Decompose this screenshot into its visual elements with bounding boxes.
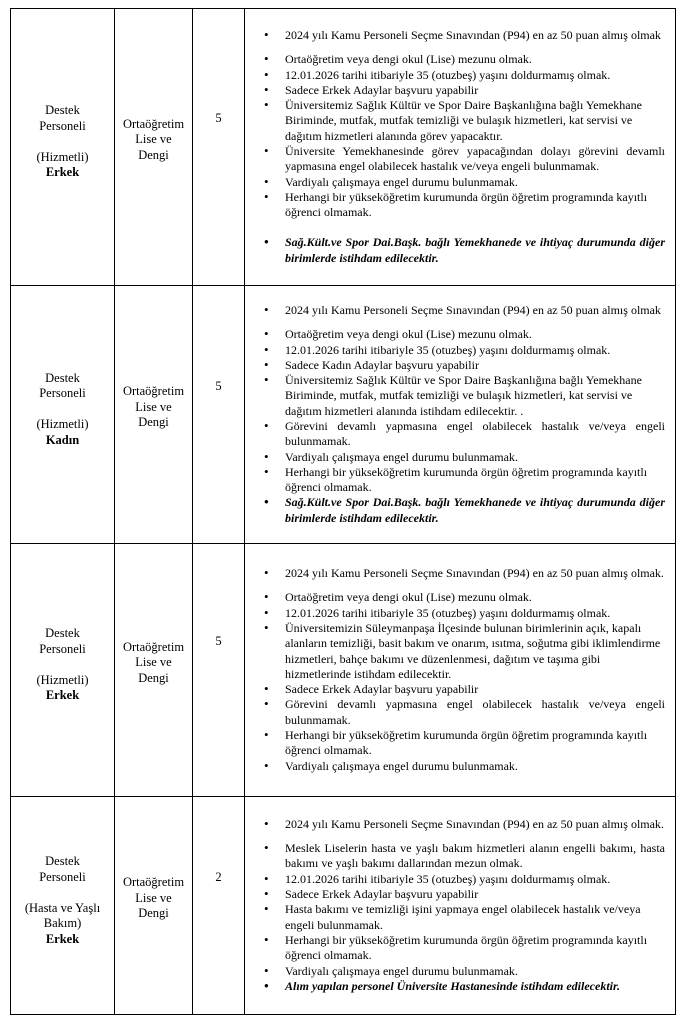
requirement-item: • Üniversitemiz Sağlık Kültür ve Spor Daire Başkanlığına bağlı Yemekhane Biriminde, mutfak, mutfak temizliği ve bulaşık hizmetleri, kat servisi ve dağıtım hizmetleri alanında istihdam edilecektir. . xyxy=(245,373,665,419)
education-line: Lise ve xyxy=(135,399,172,414)
position-gender: Kadın xyxy=(45,432,80,447)
requirements-cell xyxy=(245,286,675,543)
position-line: Destek xyxy=(45,370,80,385)
position-cell xyxy=(11,544,115,796)
requirement-item: • Vardiyalı çalışmaya engel durumu bulunmamak. xyxy=(245,450,665,465)
position-cell xyxy=(11,286,115,543)
requirement-item: • 12.01.2026 tarihi itibariyle 35 (otuzbeş) yaşını doldurmamış olmak. xyxy=(245,343,665,358)
requirement-item: • 2024 yılı Kamu Personeli Seçme Sınavından (P94) en az 50 puan almış olmak. xyxy=(245,817,665,832)
education-cell xyxy=(115,286,193,543)
requirements-list xyxy=(245,566,665,774)
requirement-item: • Sadece Erkek Adaylar başvuru yapabilir xyxy=(245,83,665,98)
position-line: Bakım) xyxy=(43,916,82,930)
requirement-item: • Görevini devamlı yapmasına engel olabilecek hastalık ve/veya engeli bulunmamak. xyxy=(245,419,665,450)
requirements-cell xyxy=(245,544,675,796)
quota-value: 5 xyxy=(215,634,222,649)
requirement-item: • 12.01.2026 tarihi itibariyle 35 (otuzbeş) yaşını doldurmamış olmak. xyxy=(245,606,665,621)
position-line: Destek xyxy=(45,103,80,118)
quota-cell xyxy=(193,286,245,543)
requirement-item: • Ortaöğretim veya dengi okul (Lise) mezunu olmak. xyxy=(245,52,665,67)
education-cell xyxy=(115,797,193,1014)
position-line: Destek xyxy=(45,626,80,641)
requirement-item: • Vardiyalı çalışmaya engel durumu bulunmamak. xyxy=(245,175,665,190)
position-line: (Hizmetli) xyxy=(36,149,89,164)
position-line: (Hasta ve Yaşlı xyxy=(24,900,101,915)
quota-value: 2 xyxy=(215,869,222,884)
requirement-item: • Üniversite Yemekhanesinde görev yapacağından dolayı görevini devamlı yapmasına engel olabilecek hastalık ve/veya engeli bulunmamak. xyxy=(245,144,665,175)
education-line: Ortaöğretim xyxy=(122,875,185,890)
requirement-item: • Sağ.Kült.ve Spor Dai.Başk. bağlı Yemekhanede ve ihtiyaç durumunda diğer birimlerde istihdam edilecektir. xyxy=(245,495,665,526)
quota-value: 5 xyxy=(215,378,222,393)
education-cell xyxy=(115,9,193,285)
position-line: Personeli xyxy=(39,869,86,884)
requirements-list xyxy=(245,28,665,266)
position-line: (Hizmetli) xyxy=(36,672,89,687)
quota-cell xyxy=(193,544,245,796)
education-cell xyxy=(115,544,193,796)
requirement-item: • Hasta bakımı ve temizliği işini yapmaya engel olabilecek hastalık ve/veya engeli bulunmamak. xyxy=(245,902,665,933)
requirement-item: • Sadece Kadın Adaylar başvuru yapabilir xyxy=(245,358,665,373)
position-line: (Hizmetli) xyxy=(36,417,89,432)
requirement-item: • 2024 yılı Kamu Personeli Seçme Sınavından (P94) en az 50 puan almış olmak xyxy=(245,303,665,318)
position-line: Personeli xyxy=(39,641,86,656)
position-line: Personeli xyxy=(39,386,86,401)
table-row xyxy=(11,9,675,286)
education-line: Lise ve xyxy=(135,655,172,670)
requirement-item: • Meslek Liselerin hasta ve yaşlı bakım hizmetleri alanın engelli bakımı, hasta bakımı ve yaşlı bakımı dallarından mezun olmak. xyxy=(245,841,665,872)
requirement-item: • Üniversitemiz Sağlık Kültür ve Spor Daire Başkanlığına bağlı Yemekhane Biriminde, mutfak, mutfak temizliği ve bulaşık hizmetleri, kat servisi ve dağıtım hizmetleri alanında görev yapacaktır. xyxy=(245,98,665,144)
positions-table xyxy=(10,8,676,1015)
requirement-item: • Görevini devamlı yapmasına engel olabilecek hastalık ve/veya engeli bulunmamak. xyxy=(245,697,665,728)
position-gender: Erkek xyxy=(45,931,80,946)
education-line: Dengi xyxy=(138,147,169,162)
requirement-item: • 12.01.2026 tarihi itibariyle 35 (otuzbeş) yaşını doldurmamış olmak. xyxy=(245,872,665,887)
requirement-item: • Ortaöğretim veya dengi okul (Lise) mezunu olmak. xyxy=(245,327,665,342)
requirement-item: • Üniversitemizin Süleymanpaşa İlçesinde bulunan birimlerinin açık, kapalı alanların temizliği, basit bakım ve onarım, ısıtma, soğutma gibi iklimlendirme hizmetleri, bahçe bakımı ve düzenlenmesi, dağıtım ve taşıma gibi hizmetlerinde istihdam edilecektir. xyxy=(245,621,665,682)
requirements-cell xyxy=(245,9,675,285)
position-gender: Erkek xyxy=(45,165,80,180)
position-gender: Erkek xyxy=(45,688,80,703)
education-line: Dengi xyxy=(138,670,169,685)
requirement-item: • 12.01.2026 tarihi itibariyle 35 (otuzbeş) yaşını doldurmamış olmak. xyxy=(245,68,665,83)
table-row xyxy=(11,797,675,1014)
table-row xyxy=(11,286,675,544)
position-line: Personeli xyxy=(39,118,86,133)
requirement-item: • Sadece Erkek Adaylar başvuru yapabilir xyxy=(245,887,665,902)
requirement-item: • Herhangi bir yükseköğretim kurumunda örgün öğretim programında kayıtlı öğrenci olmamak. xyxy=(245,728,665,759)
education-line: Lise ve xyxy=(135,890,172,905)
education-line: Dengi xyxy=(138,906,169,921)
requirement-item: • Herhangi bir yükseköğretim kurumunda örgün öğretim programında kayıtlı öğrenci olmamak. xyxy=(245,933,665,964)
position-cell xyxy=(11,9,115,285)
quota-cell xyxy=(193,797,245,1014)
education-line: Ortaöğretim xyxy=(122,384,185,399)
requirements-list xyxy=(245,817,665,994)
requirement-item: • Herhangi bir yükseköğretim kurumunda örgün öğretim programında kayıtlı öğrenci olmamak. xyxy=(245,190,665,221)
requirement-item: • Herhangi bir yükseköğretim kurumunda örgün öğretim programında kayıtlı öğrenci olmamak. xyxy=(245,465,665,496)
education-line: Dengi xyxy=(138,415,169,430)
position-cell xyxy=(11,797,115,1014)
education-line: Ortaöğretim xyxy=(122,116,185,131)
requirement-item: • Vardiyalı çalışmaya engel durumu bulunmamak. xyxy=(245,964,665,979)
quota-value: 5 xyxy=(215,111,222,126)
requirement-item: • Vardiyalı çalışmaya engel durumu bulunmamak. xyxy=(245,759,665,774)
education-line: Ortaöğretim xyxy=(122,639,185,654)
requirements-list xyxy=(245,303,665,526)
position-line: Destek xyxy=(45,854,80,868)
requirement-item: • Sağ.Kült.ve Spor Dai.Başk. bağlı Yemekhanede ve ihtiyaç durumunda diğer birimlerde istihdam edilecektir. xyxy=(245,235,665,266)
requirement-item: • 2024 yılı Kamu Personeli Seçme Sınavından (P94) en az 50 puan almış olmak. xyxy=(245,566,665,581)
quota-cell xyxy=(193,9,245,285)
requirement-item: • Alım yapılan personel Üniversite Hastanesinde istihdam edilecektir. xyxy=(245,979,665,994)
requirements-cell xyxy=(245,797,675,1014)
requirement-item: • Ortaöğretim veya dengi okul (Lise) mezunu olmak. xyxy=(245,590,665,605)
table-row xyxy=(11,544,675,797)
requirement-item: • 2024 yılı Kamu Personeli Seçme Sınavından (P94) en az 50 puan almış olmak xyxy=(245,28,665,43)
education-line: Lise ve xyxy=(135,132,172,147)
requirement-item: • Sadece Erkek Adaylar başvuru yapabilir xyxy=(245,682,665,697)
